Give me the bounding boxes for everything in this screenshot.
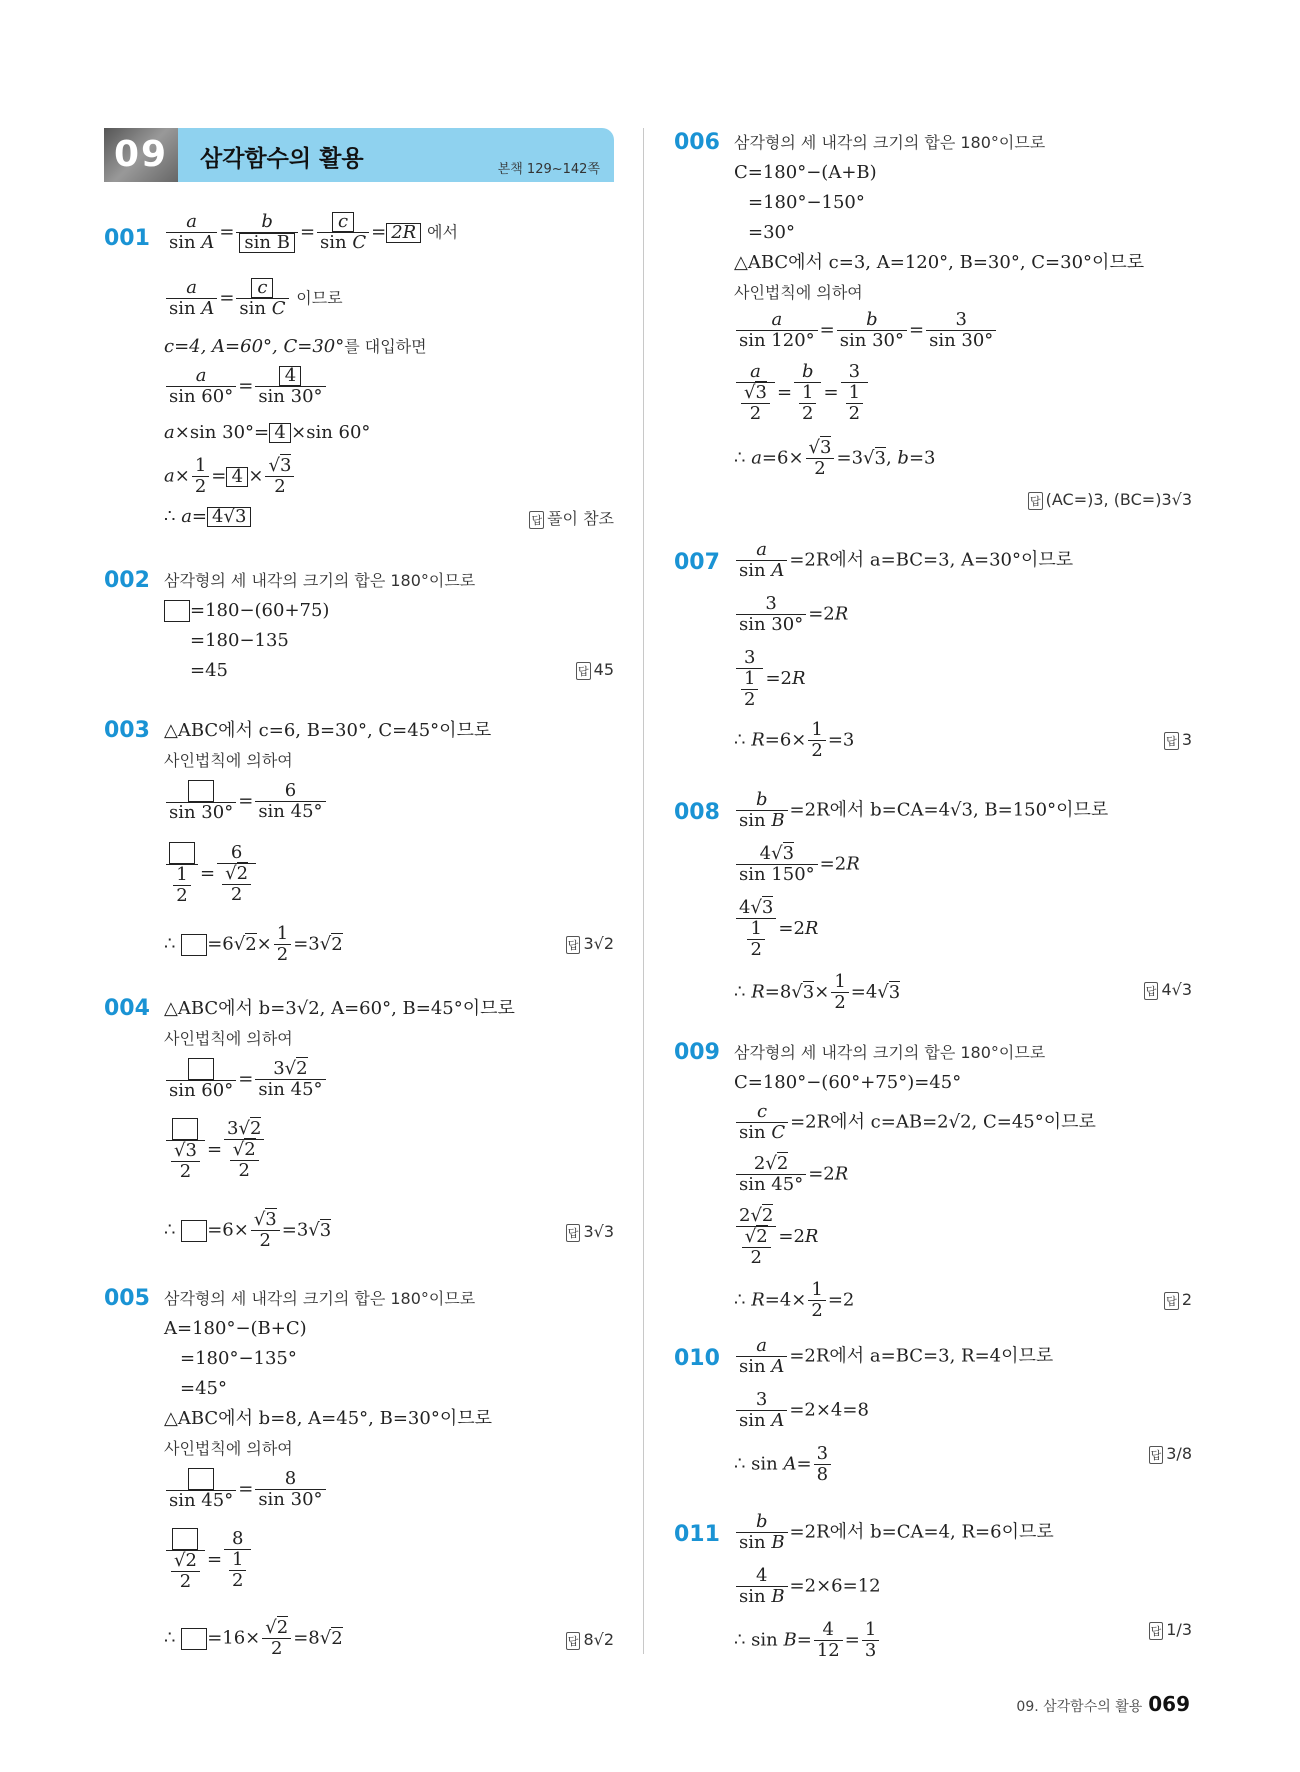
textbook-page-ref: 본책 129~142쪽 [497, 162, 600, 177]
answer: 답 풀이 참조 [531, 509, 614, 528]
solution-line: $\frac{a}{\sin 60^\circ}$ = $\frac{4}{\sin 30^\circ}$ [164, 366, 328, 407]
solution-line: ∴ R=4× $\frac{1}{2}$ =2 [734, 1279, 855, 1321]
chapter-number: 09 [104, 128, 178, 182]
problem-number: 011 [674, 1522, 720, 1547]
solution-line: 삼각형의 세 내각의 크기의 합은 180°이므로 [164, 1289, 476, 1308]
solution-line: $\frac{a}{\text{sin A}}$ =2R에서 a=BC=3, R=4이므로 [734, 1336, 1053, 1377]
answer: 답 45 [578, 660, 614, 679]
page-number: 069 [1148, 1692, 1190, 1716]
solution-line: $\frac{4√3}{\sin 150^\circ}$ =2R [734, 844, 860, 885]
solution-line: ∴ a=6× $\frac{√3}{2}$ =3√3, b=3 [734, 437, 936, 479]
solution-line: sin 30° = $\frac{6}{\sin 45^\circ}$ [164, 780, 328, 823]
problem-number: 009 [674, 1040, 720, 1065]
problem-number: 008 [674, 800, 720, 825]
problem-number: 010 [674, 1346, 720, 1371]
answer: 답 1/3 [1150, 1620, 1192, 1639]
solution-line: $\frac{√2}{2}$ = $\frac{8}{\frac{1}{2}}$ [164, 1528, 253, 1592]
solution-line: $\frac{c}{\text{sin C}}$ =2R에서 c=AB=2√2, C=45°이므로 [734, 1102, 1096, 1143]
problem-number: 006 [674, 130, 720, 155]
problem-number: 001 [104, 226, 150, 251]
problem-number: 003 [104, 718, 150, 743]
solution-line: c=4, A=60°, C=30°를 대입하면 [164, 336, 427, 357]
solution-line: ∴ R=8√3× $\frac{1}{2}$ =4√3 [734, 971, 901, 1013]
solution-line: $\frac{3}{\sin 30^\circ}$ =2R [734, 594, 848, 635]
answer: 답 3/8 [1150, 1444, 1192, 1463]
solution-line: =45 [190, 660, 228, 681]
solution-line: $\frac{2√2}{\frac{√2}{2}}$ =2R [734, 1206, 818, 1268]
answer: 답 3√3 [567, 1222, 614, 1241]
answer: 답 4√3 [1145, 980, 1192, 999]
solution-line: a× $\frac{1}{2}$ = 4 × $\frac{√3}{2}$ [164, 456, 296, 497]
answer: 답 3√2 [567, 934, 614, 953]
solution-line: ∴ sin A= $\frac{3}{8}$ [734, 1444, 833, 1485]
solution-line: △ABC에서 b=8, A=45°, B=30°이므로 [164, 1408, 492, 1429]
solution-line: ∴ a= 4√3 [164, 506, 251, 528]
answer: 답 2 [1166, 1290, 1192, 1309]
answer: 답 3 [1166, 730, 1192, 749]
solution-line: A=180°−(B+C) [164, 1318, 307, 1339]
solution-line: $\frac{b}{\text{sin B}}$ =2R에서 b=CA=4√3, B=150°이므로 [734, 790, 1108, 831]
solution-line: 삼각형의 세 내각의 크기의 합은 180°이므로 [164, 571, 476, 590]
solution-line: C=180°−(A+B) [734, 162, 877, 183]
solution-line: $\frac{3}{\frac{1}{2}}$ =2R [734, 648, 806, 710]
solution-line: =180−(60+75) [164, 600, 329, 622]
solution-line: 삼각형의 세 내각의 크기의 합은 180°이므로 [734, 1043, 1046, 1062]
chapter-title: 삼각함수의 활용 [200, 146, 364, 172]
solution-line: =180°−150° [748, 192, 865, 213]
solution-line: =180°−135° [180, 1348, 297, 1369]
solution-line: △ABC에서 c=6, B=30°, C=45°이므로 [164, 720, 492, 741]
solution-line: ∴ =16× $\frac{√2}{2}$ =8√2 [164, 1617, 343, 1659]
solution-line: =45° [180, 1378, 227, 1399]
solution-line: 사인법칙에 의하여 [164, 751, 293, 770]
solution-line: $\frac{3}{\text{sin A}}$ =2×4=8 [734, 1390, 869, 1431]
answer: 답 8√2 [567, 1630, 614, 1649]
solution-line: $\frac{a}{\frac{√3}{2}}$ = $\frac{b}{\frac{1}{2}}$ = $\frac{3}{\frac{1}{2}}$ [734, 362, 870, 424]
solution-line: ∴ R=6× $\frac{1}{2}$ =3 [734, 719, 855, 761]
solution-line: sin 45° = $\frac{8}{\sin 30^\circ}$ [164, 1468, 328, 1511]
solution-line: ∴ =6× $\frac{√3}{2}$ =3√3 [164, 1209, 332, 1251]
solution-line: =30° [748, 222, 795, 243]
chapter-header [104, 128, 614, 182]
solution-line: $\frac{a}{\sin 120^\circ}$ = $\frac{b}{\sin 30^\circ}$ = $\frac{3}{\sin 30^\circ}$ [734, 310, 998, 351]
solution-line: $\frac{a}{\text{sin A}}$ = $\frac{c}{\text{sin C}}$ 이므로 [164, 278, 343, 319]
solution-line: 사인법칙에 의하여 [164, 1029, 293, 1048]
problem-number: 002 [104, 568, 150, 593]
problem-number: 004 [104, 996, 150, 1021]
solution-line: ∴ =6√2× $\frac{1}{2}$ =3√2 [164, 923, 343, 965]
solution-line: 삼각형의 세 내각의 크기의 합은 180°이므로 [734, 133, 1046, 152]
solution-line: 사인법칙에 의하여 [734, 283, 863, 302]
solution-line: ∴ sin B= $\frac{4}{12}$ = $\frac{1}{3}$ [734, 1620, 881, 1661]
solution-line: C=180°−(60°+75°)=45° [734, 1072, 962, 1093]
solution-line: sin 60° = $\frac{3√2}{\sin 45^\circ}$ [164, 1058, 328, 1101]
solution-line: =180−135 [190, 630, 289, 651]
solution-line: a×sin 30°= 4 ×sin 60° [164, 422, 371, 443]
solution-line: △ABC에서 c=3, A=120°, B=30°, C=30°이므로 [734, 252, 1145, 273]
solution-line: △ABC에서 b=3√2, A=60°, B=45°이므로 [164, 998, 515, 1019]
solution-line: $\frac{4√3}{\frac{1}{2}}$ =2R [734, 898, 818, 960]
solution-line: $\frac{b}{\text{sin B}}$ =2R에서 b=CA=4, R=6이므로 [734, 1512, 1054, 1553]
problem-number: 007 [674, 550, 720, 575]
solution-line: $\frac{√3}{2}$ = $\frac{3√2}{\frac{√2}{2}}$ [164, 1118, 266, 1182]
solution-line: $\frac{a}{\text{sin A}}$ =2R에서 a=BC=3, A=30°이므로 [734, 540, 1073, 581]
answer: 답 (AC=)3, (BC=)3√3 [1029, 490, 1192, 509]
solution-line: $\frac{1}{2}$ = $\frac{6}{\frac{√2}{2}}$ [164, 842, 258, 906]
column-divider [643, 128, 644, 1654]
problem-number: 005 [104, 1286, 150, 1311]
footer-section: 09. 삼각함수의 활용 [1016, 1699, 1143, 1715]
page-footer [1016, 1692, 1190, 1716]
solution-line: $\frac{a}{\text{sin A}}$ = $\frac{b}{\text{sin B}}$ = $\frac{c}{\text{sin C}}$ = 2R 에서 [164, 212, 458, 253]
solution-line: $\frac{2√2}{\sin 45^\circ}$ =2R [734, 1154, 848, 1195]
solution-line: 사인법칙에 의하여 [164, 1439, 293, 1458]
solution-line: $\frac{4}{\text{sin B}}$ =2×6=12 [734, 1566, 881, 1607]
